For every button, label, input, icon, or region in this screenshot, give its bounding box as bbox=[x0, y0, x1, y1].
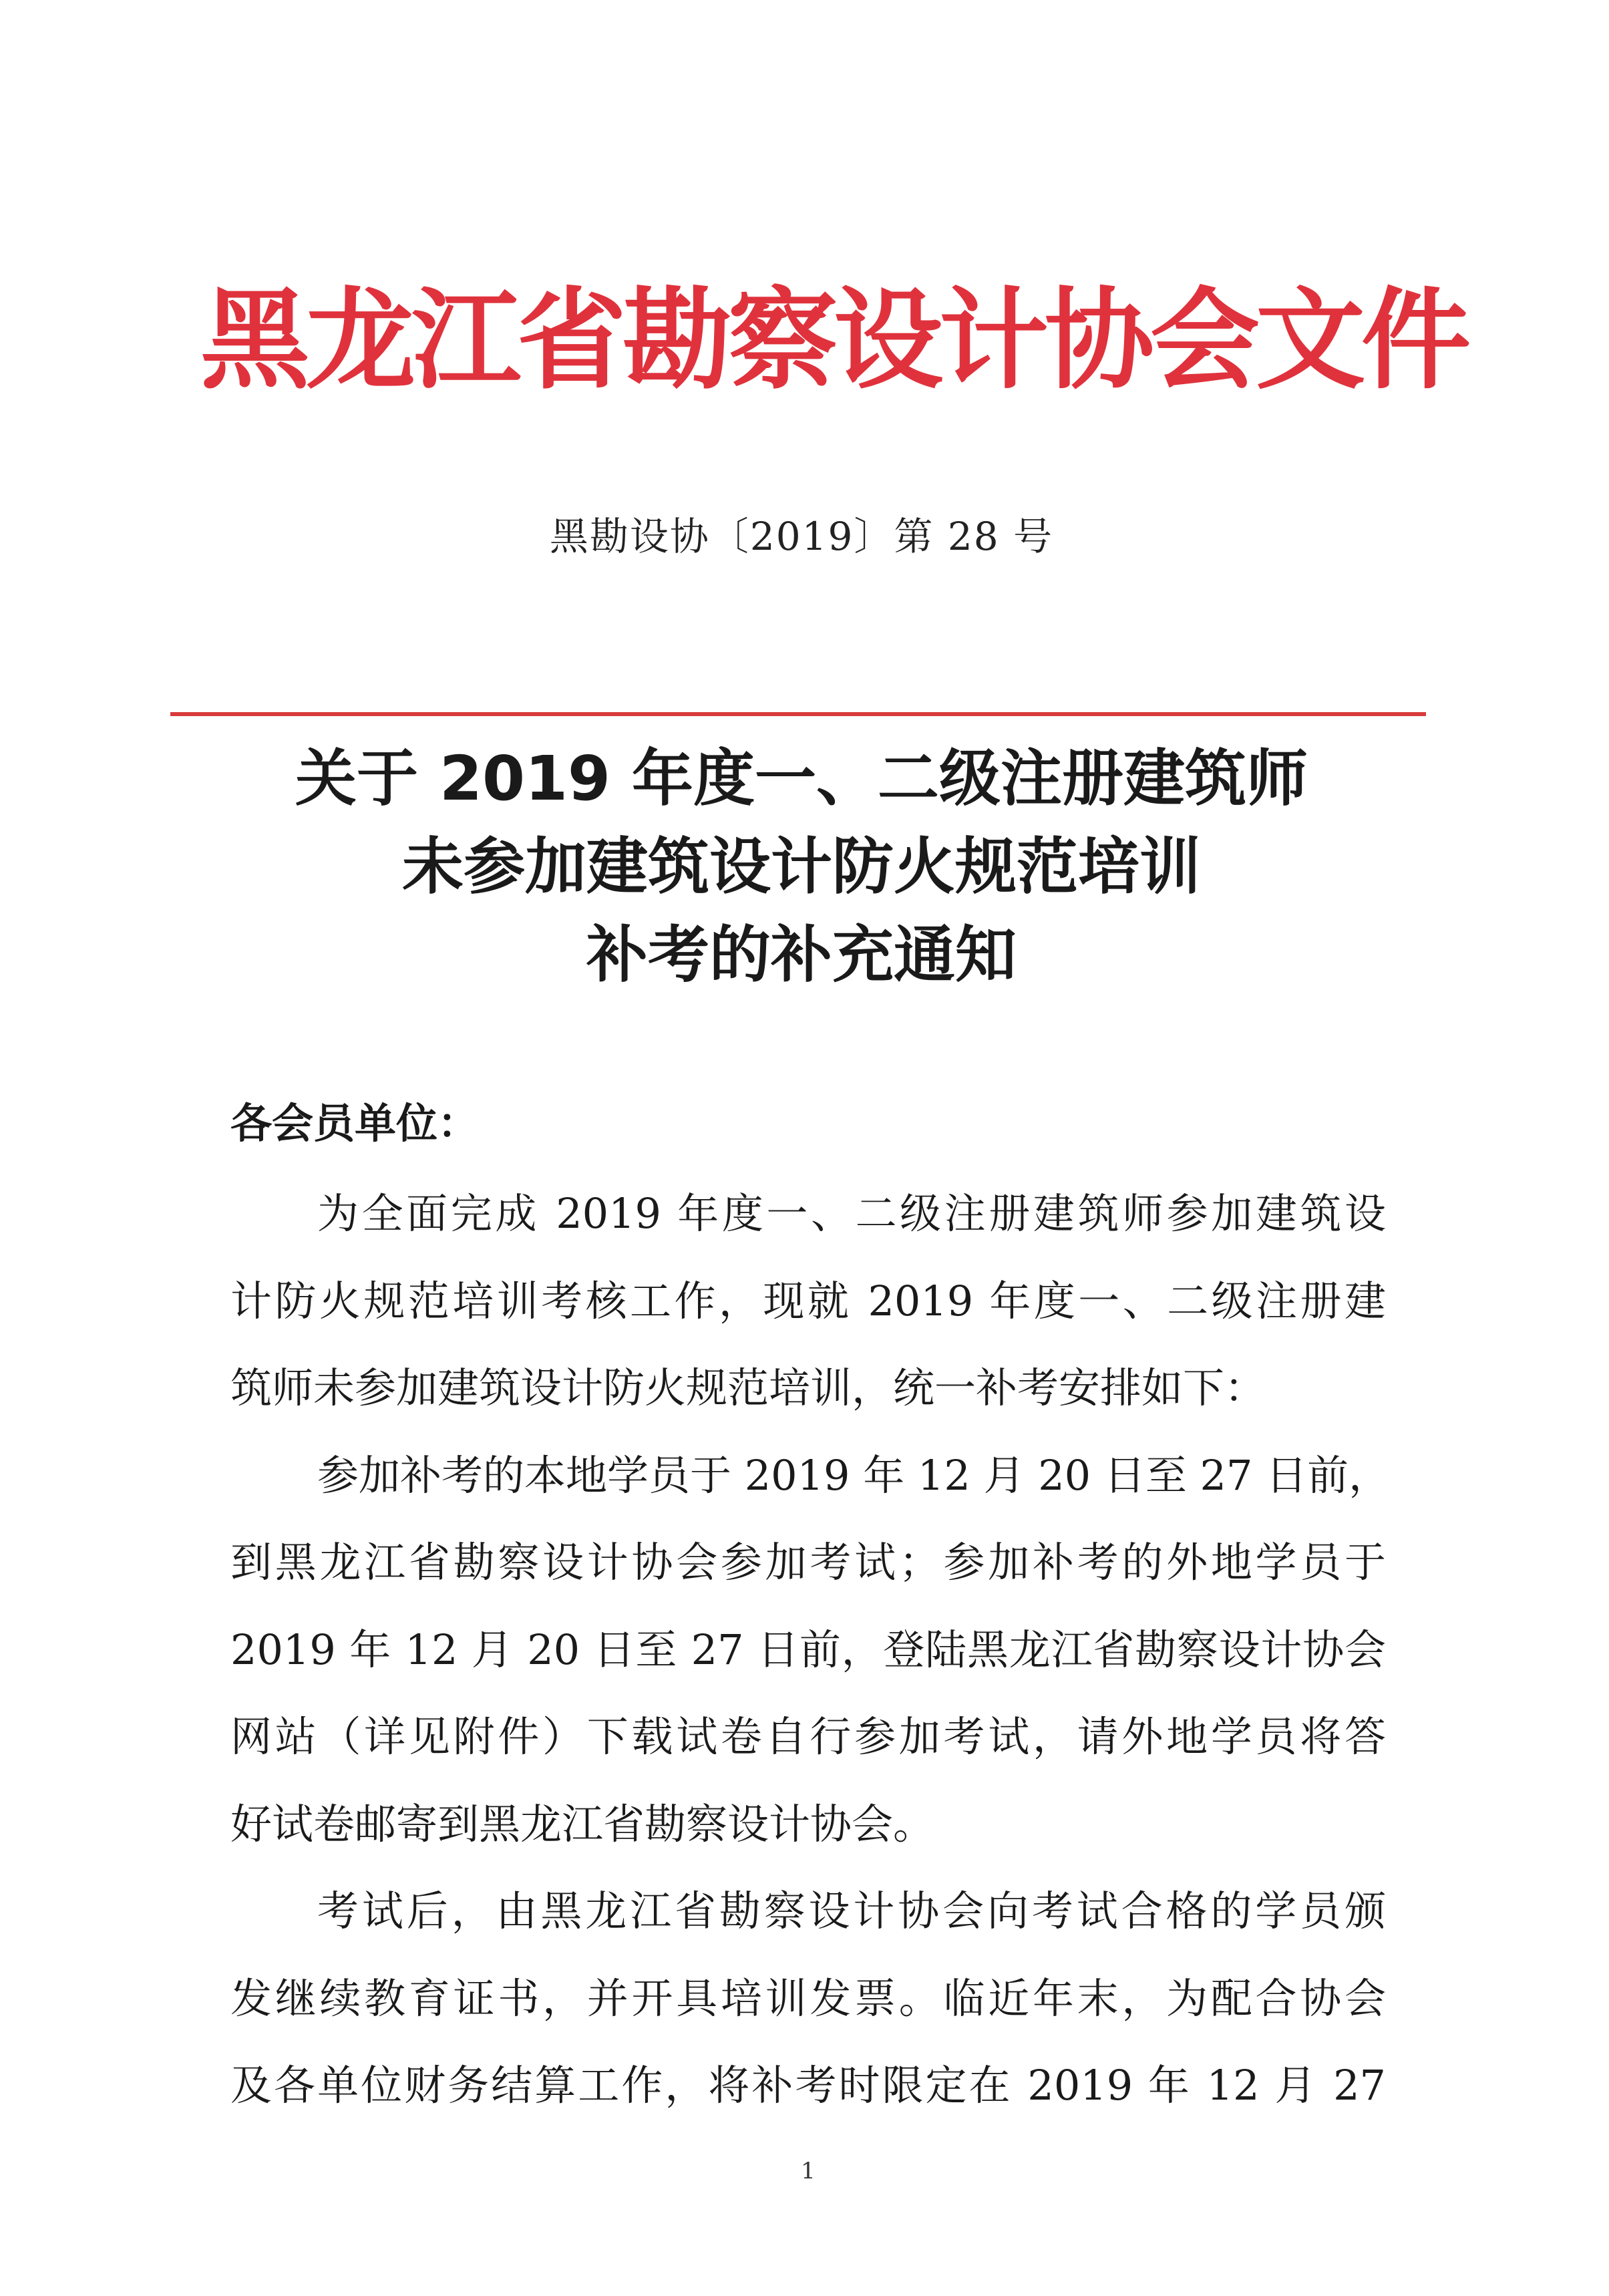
body-line: 发继续教育证书，并开具培训发票。临近年末，为配合协会 bbox=[230, 1973, 1386, 2023]
page-number: 1 bbox=[801, 2158, 816, 2184]
salutation: 各会员单位： bbox=[230, 1099, 480, 1148]
body-line: 考试后，由黑龙江省勘察设计协会向考试合格的学员颁 bbox=[317, 1887, 1386, 1935]
body-line: 2019 年 12 月 20 日至 27 日前，登陆黑龙江省勘察设计协会 bbox=[230, 1625, 1386, 1674]
letterhead-title: 黑龙江省勘察设计协会文件 bbox=[200, 277, 1467, 404]
body-line: 筑师未参加建筑设计防火规范培训，统一补考安排如下： bbox=[230, 1363, 1266, 1412]
body-line: 为全面完成 2019 年度一、二级注册建筑师参加建筑设 bbox=[317, 1189, 1386, 1238]
red-divider-rule bbox=[170, 712, 1426, 716]
body-line: 网站（详见附件）下载试卷自行参加考试，请外地学员将答 bbox=[230, 1712, 1386, 1761]
body-line: 好试卷邮寄到黑龙江省勘察设计协会。 bbox=[230, 1799, 935, 1848]
notice-title-line: 补考的补充通知 bbox=[586, 919, 1017, 991]
body-line: 计防火规范培训考核工作，现就 2019 年度一、二级注册建 bbox=[230, 1276, 1386, 1325]
notice-body bbox=[230, 1170, 1391, 2130]
body-line: 到黑龙江省勘察设计协会参加考试；参加补考的外地学员于 bbox=[230, 1538, 1386, 1587]
body-line: 及各单位财务结算工作，将补考时限定在 2019 年 12 月 27 bbox=[230, 2061, 1386, 2110]
notice-title-line: 未参加建筑设计防火规范培训 bbox=[401, 831, 1201, 903]
body-line: 参加补考的本地学员于 2019 年 12 月 20 日至 27 日前， bbox=[317, 1450, 1391, 1500]
notice-title-line: 关于 2019 年度一、二级注册建筑师 bbox=[295, 743, 1308, 814]
notice-title bbox=[200, 735, 1403, 999]
document-number: 黑勘设协〔2019〕第 28 号 bbox=[549, 514, 1054, 559]
